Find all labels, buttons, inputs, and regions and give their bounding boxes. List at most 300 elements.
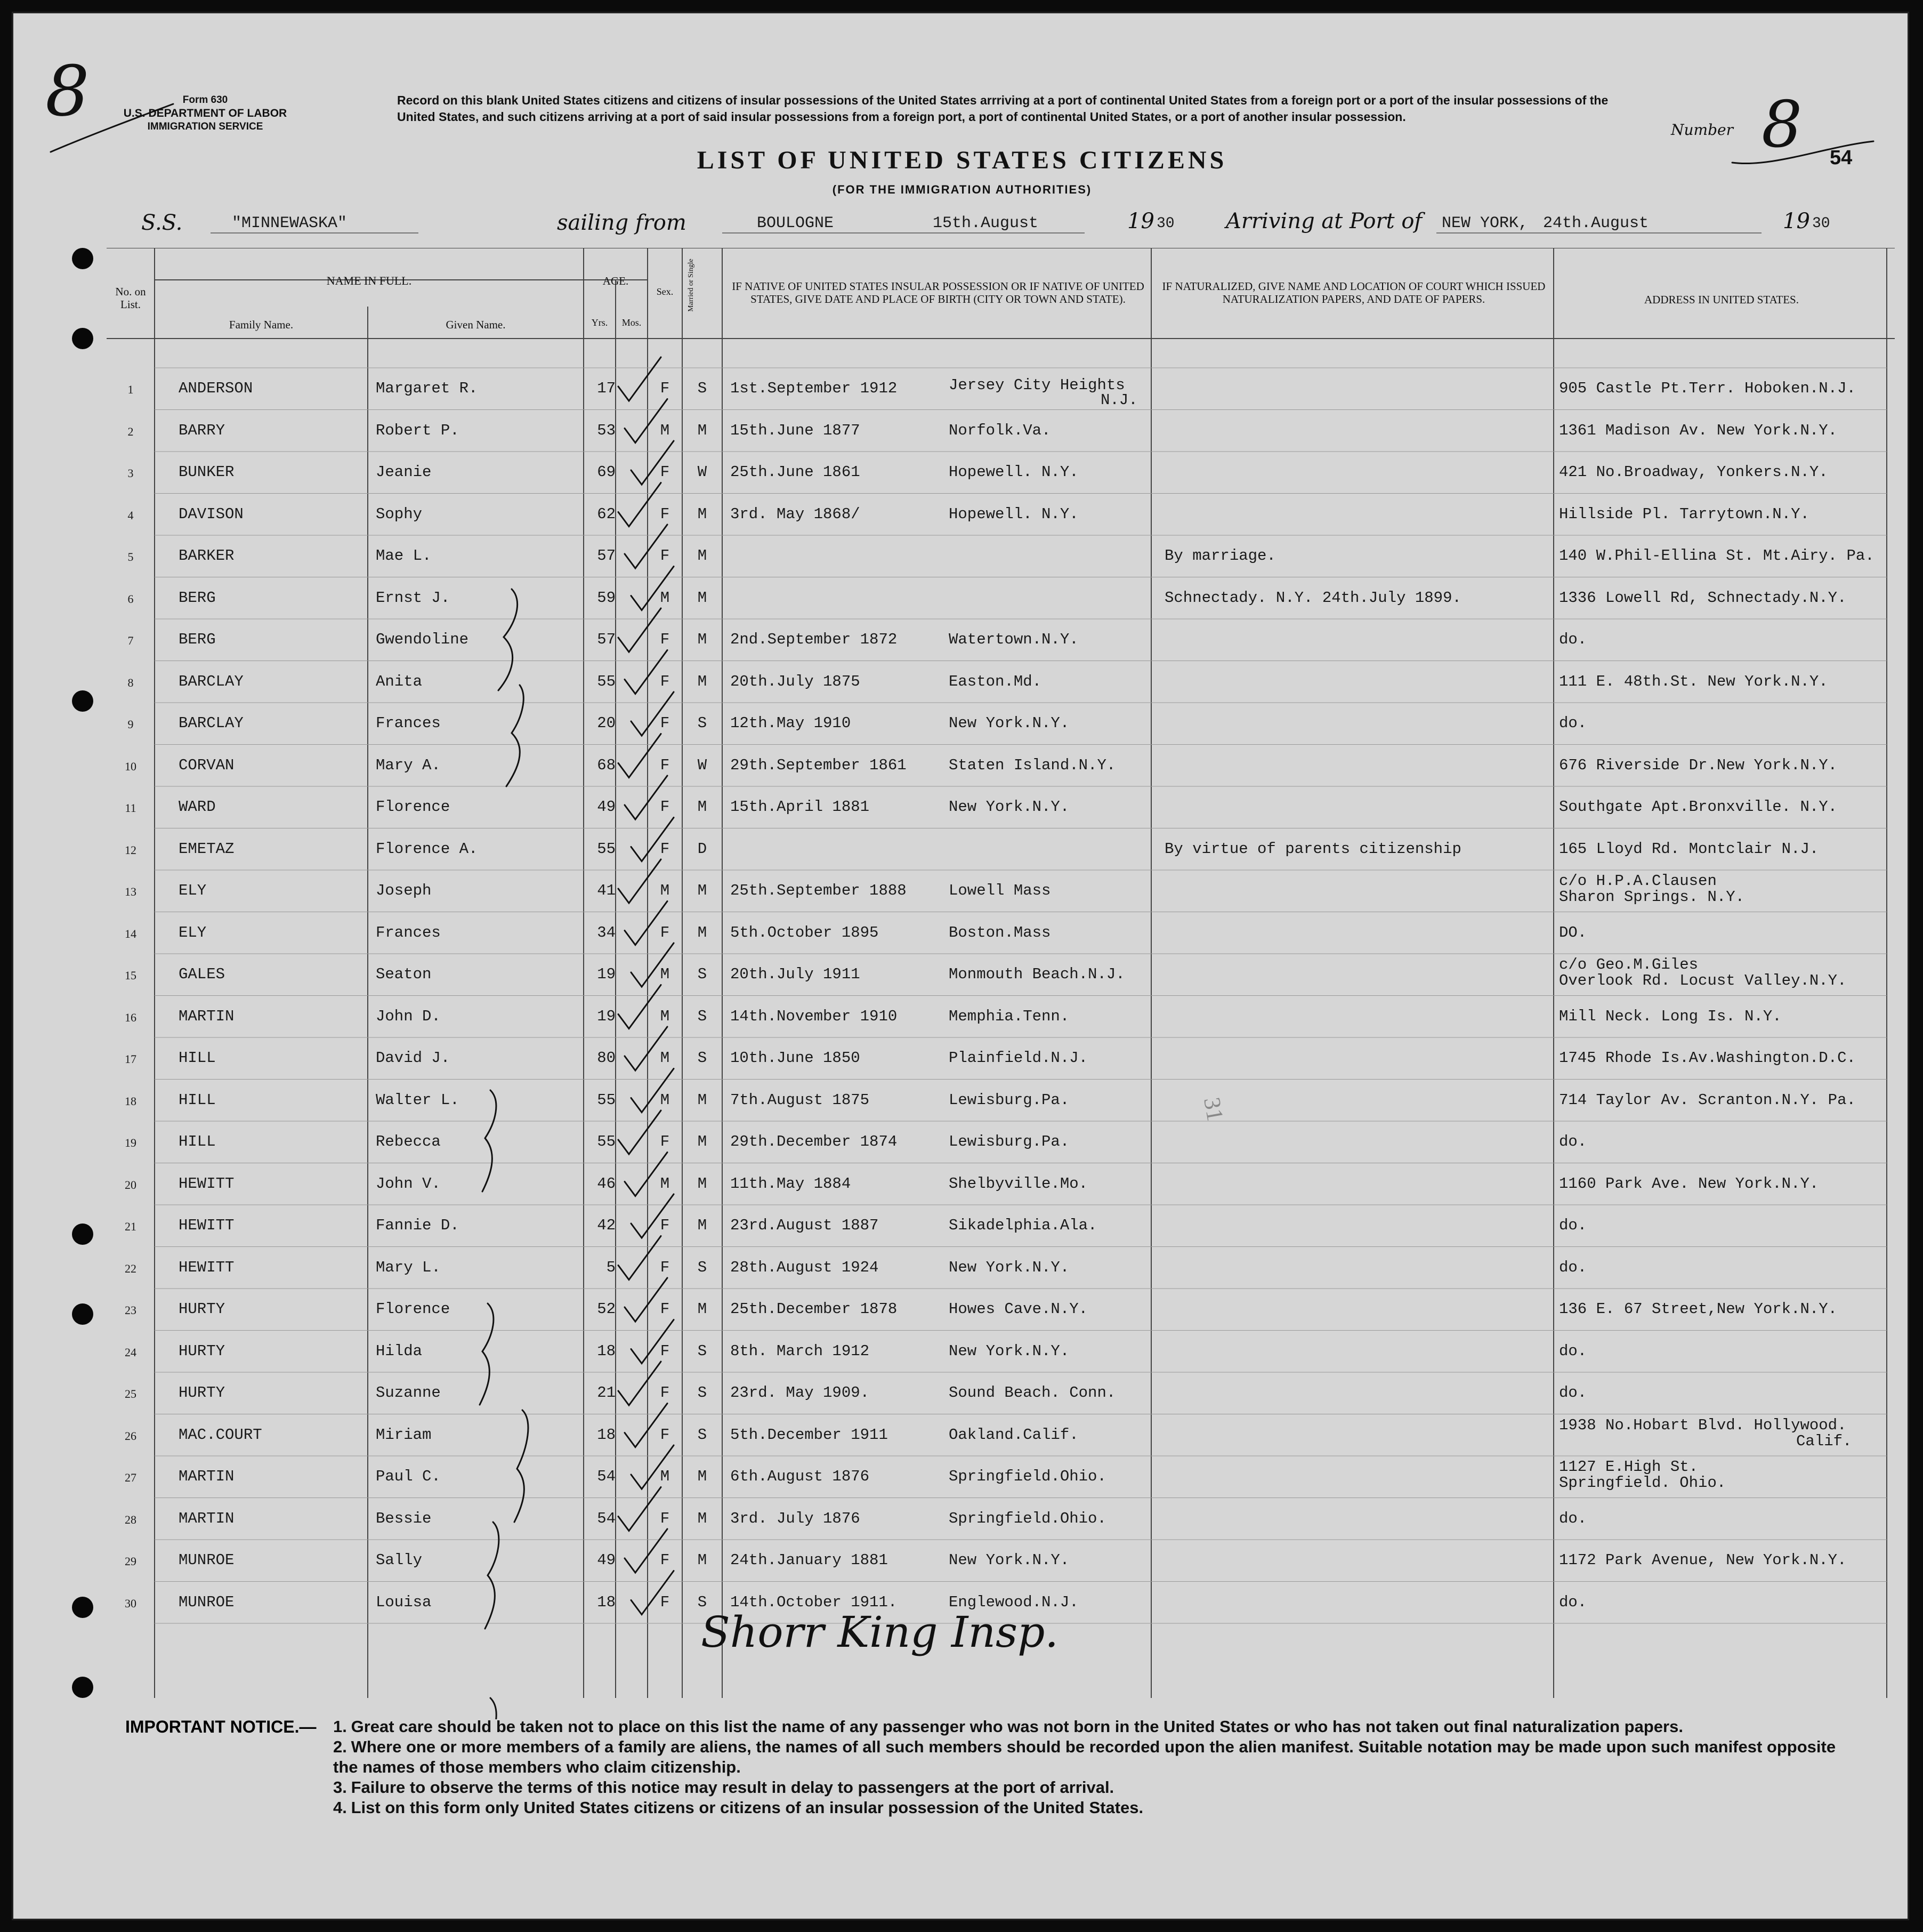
cell-marital-status: M (697, 589, 707, 607)
cell-number: 28 (125, 1512, 136, 1526)
cell-birth-date: 7th.August 1875 (730, 1091, 870, 1109)
departure-date: 15th.August (933, 214, 1039, 232)
sailing-from-label: sailing from (557, 211, 686, 235)
cell-given-name: Frances (376, 714, 441, 732)
cell-address-line2: Springfield. Ohio. (1559, 1474, 1726, 1492)
cell-family-name: ANDERSON (179, 380, 253, 397)
cell-birth-date: 6th.August 1876 (730, 1468, 870, 1485)
col-header-native-birth: IF NATIVE OF UNITED STATES INSULAR POSSESSION OR IF NATIVE OF UNITED STATES, GIVE DATE AND PLACE OF BIRTH (CITY OR TOWN AND STATE). (732, 280, 1144, 305)
cell-birth-place: New York.N.Y. (949, 798, 1070, 816)
cell-naturalization: By marriage. (1165, 547, 1276, 565)
cell-birth-date: 12th.May 1910 (730, 714, 851, 732)
cell-birth-date: 25th.December 1878 (730, 1300, 898, 1318)
cell-age-years: 57 (597, 547, 616, 565)
cell-sex: M (660, 882, 670, 899)
cell-marital-status: M (697, 1509, 707, 1527)
inspector-signature: Shorr King Insp. (701, 1607, 1059, 1657)
cell-birth-place: Lowell Mass (949, 882, 1051, 899)
col-header-family-name: Family Name. (229, 318, 294, 331)
cell-address: do. (1559, 1342, 1587, 1360)
cell-given-name: John V. (376, 1174, 441, 1193)
cell-family-name: MAC.COURT (179, 1426, 262, 1444)
cell-given-name: Suzanne (376, 1384, 441, 1402)
cell-given-name: Miriam (376, 1426, 432, 1444)
cell-given-name: Ernst J. (376, 589, 450, 607)
cell-number: 10 (125, 759, 136, 773)
cell-address: 1938 No.Hobart Blvd. Hollywood. (1559, 1416, 1847, 1434)
cell-given-name: Mary L. (376, 1258, 441, 1276)
cell-number: 6 (127, 592, 134, 606)
cell-given-name: Jeanie (376, 463, 432, 481)
cell-naturalization: By virtue of parents citizenship (1165, 840, 1461, 858)
departure-year-suffix: 30 (1157, 215, 1175, 232)
cell-family-name: BERG (179, 631, 216, 648)
number-value: 8 (1762, 88, 1803, 162)
cell-age-years: 5 (606, 1258, 616, 1276)
punch-hole (72, 1303, 93, 1325)
cell-family-name: MUNROE (179, 1593, 235, 1611)
cell-given-name: Bessie (376, 1509, 432, 1527)
cell-marital-status: M (697, 505, 707, 523)
cell-birth-place: Shelbyville.Mo. (949, 1174, 1088, 1193)
cell-given-name: Paul C. (376, 1468, 441, 1485)
cell-marital-status: W (697, 463, 707, 481)
cell-birth-place: New York.N.Y. (949, 714, 1070, 732)
cell-number: 25 (125, 1387, 136, 1400)
voyage-underlines (13, 13, 1909, 243)
col-header-name: NAME IN FULL. (326, 274, 412, 287)
notice-title: IMPORTANT NOTICE.— (125, 1717, 317, 1736)
cell-family-name: HEWITT (179, 1217, 235, 1234)
cell-age-years: 42 (597, 1217, 616, 1234)
pencil-mark: 31 (1199, 1095, 1229, 1123)
cell-address: Southgate Apt.Bronxville. N.Y. (1559, 798, 1838, 816)
notice-item-text: Where one or more members of a family are aliens, the names of all such members should be recorded upon the alien manifest. Suitable notation may be made upon such manifest opposite the names of those members who claim citizenship. (333, 1737, 1836, 1776)
cell-marital-status: S (697, 1342, 707, 1360)
cell-number: 20 (125, 1178, 136, 1192)
cell-marital-status: M (697, 798, 707, 816)
cell-address: 1745 Rhode Is.Av.Washington.D.C. (1559, 1049, 1856, 1067)
notice-item (109, 1737, 1841, 1777)
cell-birth-date: 20th.July 1875 (730, 672, 860, 690)
cell-birth-date: 28th.August 1924 (730, 1258, 879, 1276)
cell-birth-place: Easton.Md. (949, 672, 1042, 690)
cell-number: 15 (125, 969, 136, 982)
cell-family-name: EMETAZ (179, 840, 235, 858)
cell-age-years: 55 (597, 1133, 616, 1150)
cell-age-years: 18 (597, 1342, 616, 1360)
cell-marital-status: M (697, 1217, 707, 1234)
cell-age-years: 69 (597, 463, 616, 481)
cell-sex: F (660, 380, 670, 397)
cell-marital-status: S (697, 1384, 707, 1402)
manifest-sheet (12, 12, 1909, 1920)
cell-age-years: 18 (597, 1426, 616, 1444)
cell-given-name: Florence (376, 798, 450, 816)
ship-name: "MINNEWASKA" (232, 214, 348, 232)
cell-given-name: Gwendoline (376, 631, 469, 648)
cell-birth-date: 5th.December 1911 (730, 1426, 888, 1444)
cell-given-name: Frances (376, 923, 441, 941)
cell-birth-place: Oakland.Calif. (949, 1426, 1079, 1444)
notice-item (109, 1777, 1841, 1798)
cell-family-name: MARTIN (179, 1509, 235, 1527)
page-subtitle: (FOR THE IMMIGRATION AUTHORITIES) (832, 183, 1092, 196)
cell-birth-date: 10th.June 1850 (730, 1049, 860, 1067)
cell-number: 19 (125, 1136, 136, 1149)
cell-marital-status: M (697, 923, 707, 941)
cell-sex: F (660, 672, 670, 690)
cell-age-years: 55 (597, 1091, 616, 1109)
cell-birth-place: Memphia.Tenn. (949, 1007, 1070, 1025)
cell-sex: M (660, 1007, 670, 1025)
cell-address: do. (1559, 1133, 1587, 1150)
cell-number: 24 (125, 1345, 136, 1359)
cell-birth-place: Staten Island.N.Y. (949, 756, 1116, 774)
cell-birth-date: 3rd. May 1868/ (730, 505, 860, 523)
cell-sex: F (660, 1217, 670, 1234)
cell-age-years: 20 (597, 714, 616, 732)
cell-address-line2: Sharon Springs. N.Y. (1559, 888, 1745, 906)
cell-marital-status: M (697, 421, 707, 439)
cell-birth-place: New York.N.Y. (949, 1258, 1070, 1276)
col-header-married: Married or Single (687, 259, 695, 312)
cell-address: 1336 Lowell Rd, Schnectady.N.Y. (1559, 589, 1847, 607)
arriving-label: Arriving at Port of (1226, 209, 1423, 234)
cell-given-name: John D. (376, 1007, 441, 1025)
cell-sex: F (660, 505, 670, 523)
punch-hole (72, 328, 93, 349)
cell-given-name: Joseph (376, 882, 432, 899)
cell-address: 714 Taylor Av. Scranton.N.Y. Pa. (1559, 1091, 1856, 1109)
cell-age-years: 57 (597, 631, 616, 648)
notice-item-text: Great care should be taken not to place on this list the name of any passenger who was not born in the United States or who has not taken out final naturalization papers. (351, 1717, 1683, 1736)
cell-family-name: HILL (179, 1091, 216, 1109)
cell-family-name: HILL (179, 1133, 216, 1150)
cell-birth-date: 29th.December 1874 (730, 1133, 898, 1150)
cell-age-years: 49 (597, 1551, 616, 1569)
cell-birth-date: 15th.April 1881 (730, 798, 870, 816)
cell-family-name: CORVAN (179, 756, 235, 774)
cell-sex: F (660, 1300, 670, 1318)
cell-marital-status: S (697, 1593, 707, 1611)
cell-given-name: Margaret R. (376, 380, 478, 397)
arrival-port: NEW YORK, (1442, 214, 1529, 232)
cell-age-years: 18 (597, 1593, 616, 1611)
cell-sex: M (660, 1468, 670, 1485)
cell-address: do. (1559, 1217, 1587, 1234)
page-title: LIST OF UNITED STATES CITIZENS (697, 146, 1227, 174)
col-header-sex: Sex. (656, 286, 674, 297)
cell-family-name: HURTY (179, 1300, 225, 1318)
cell-address: 1127 E.High St. (1559, 1458, 1699, 1476)
cell-birth-date: 15th.June 1877 (730, 421, 860, 439)
cell-birth-place: Jersey City Heights (949, 376, 1125, 394)
cell-birth-place-line2: N.J. (1101, 391, 1138, 409)
cell-number: 13 (125, 885, 136, 898)
page-number: 54 (1830, 147, 1853, 169)
cell-address-line2: Overlook Rd. Locust Valley.N.Y. (1559, 972, 1847, 989)
cell-family-name: HEWITT (179, 1258, 235, 1276)
cell-birth-place: Sound Beach. Conn. (949, 1384, 1116, 1402)
cell-sex: M (660, 965, 670, 983)
cell-age-years: 19 (597, 1007, 616, 1025)
notice-item-text: List on this form only United States citizens or citizens of an insular possession of the United States. (351, 1798, 1144, 1817)
notice-item-number: 1. (333, 1717, 347, 1736)
notice-item-number: 2. (333, 1737, 347, 1756)
cell-age-years: 41 (597, 882, 616, 899)
cell-marital-status: M (697, 882, 707, 899)
notice-item (109, 1717, 1841, 1737)
cell-marital-status: M (697, 1133, 707, 1150)
cell-birth-place: Plainfield.N.J. (949, 1049, 1088, 1067)
cell-sex: F (660, 547, 670, 565)
cell-number: 21 (125, 1220, 136, 1233)
cell-sex: F (660, 1551, 670, 1569)
col-header-years: Yrs. (591, 317, 608, 328)
cell-marital-status: M (697, 1300, 707, 1318)
cell-given-name: Florence (376, 1300, 450, 1318)
cell-age-years: 53 (597, 421, 616, 439)
arrival-year-suffix: 30 (1812, 215, 1830, 232)
cell-sex: F (660, 798, 670, 816)
cell-given-name: Fannie D. (376, 1217, 459, 1234)
cell-marital-status: S (697, 965, 707, 983)
cell-marital-status: S (697, 1007, 707, 1025)
cell-birth-place: New York.N.Y. (949, 1342, 1070, 1360)
cell-number: 29 (125, 1555, 136, 1568)
cell-number: 8 (127, 675, 134, 689)
cell-number: 3 (127, 466, 134, 480)
cell-sex: F (660, 1342, 670, 1360)
cell-number: 4 (127, 508, 134, 522)
cell-address: 1160 Park Ave. New York.N.Y. (1559, 1174, 1819, 1193)
cell-number: 23 (125, 1303, 136, 1317)
cell-address: 136 E. 67 Street,New York.N.Y. (1559, 1300, 1838, 1318)
cell-family-name: HILL (179, 1049, 216, 1067)
cell-given-name: Seaton (376, 965, 432, 983)
cell-birth-date: 25th.September 1888 (730, 882, 907, 899)
cell-number: 30 (125, 1596, 136, 1610)
cell-age-years: 49 (597, 798, 616, 816)
cell-birth-date: 8th. March 1912 (730, 1342, 870, 1360)
cell-family-name: BUNKER (179, 463, 235, 481)
cell-given-name: Hilda (376, 1342, 423, 1360)
cell-number: 14 (125, 927, 136, 940)
punch-hole (72, 1677, 93, 1698)
cell-family-name: BARCLAY (179, 672, 244, 690)
cell-sex: F (660, 1509, 670, 1527)
cell-number: 2 (127, 424, 134, 438)
cell-address: 676 Riverside Dr.New York.N.Y. (1559, 756, 1838, 774)
cell-number: 26 (125, 1429, 136, 1443)
cell-birth-place: New York.N.Y. (949, 1551, 1070, 1569)
cell-birth-date: 2nd.September 1872 (730, 631, 898, 648)
cell-family-name: DAVISON (179, 505, 244, 523)
cell-number: 11 (125, 801, 136, 815)
cell-birth-date: 3rd. July 1876 (730, 1509, 860, 1527)
cell-sex: F (660, 1426, 670, 1444)
cell-birth-date: 5th.October 1895 (730, 923, 879, 941)
arrival-year-prefix: 19 (1783, 209, 1810, 234)
cell-address: do. (1559, 1258, 1587, 1276)
cell-age-years: 17 (597, 380, 616, 397)
cell-sex: M (660, 421, 670, 439)
cell-address-line2: Calif. (1796, 1432, 1852, 1450)
cell-address: do. (1559, 1509, 1587, 1527)
cell-address: do. (1559, 1384, 1587, 1402)
cell-age-years: 19 (597, 965, 616, 983)
cell-age-years: 34 (597, 923, 616, 941)
corner-handwritten-number: 8 (45, 51, 90, 132)
cell-number: 16 (125, 1010, 136, 1024)
cell-sex: F (660, 923, 670, 941)
cell-age-years: 68 (597, 756, 616, 774)
cell-number: 1 (127, 383, 134, 396)
cell-family-name: BARRY (179, 421, 225, 439)
cell-number: 5 (127, 550, 134, 564)
cell-address: 905 Castle Pt.Terr. Hoboken.N.J. (1559, 380, 1856, 397)
cell-sex: F (660, 756, 670, 774)
col-header-number: No. on List. (115, 285, 146, 311)
cell-number: 9 (127, 718, 134, 731)
cell-family-name: HEWITT (179, 1174, 235, 1193)
cell-birth-date: 14th.November 1910 (730, 1007, 898, 1025)
cell-family-name: MARTIN (179, 1468, 235, 1485)
cell-given-name: Mary A. (376, 756, 441, 774)
cell-address: 140 W.Phil-Ellina St. Mt.Airy. Pa. (1559, 547, 1874, 565)
cell-birth-date: 29th.September 1861 (730, 756, 907, 774)
cell-age-years: 21 (597, 1384, 616, 1402)
cell-birth-place: Sikadelphia.Ala. (949, 1217, 1097, 1234)
cell-birth-date: 20th.July 1911 (730, 965, 860, 983)
cell-given-name: Florence A. (376, 840, 478, 858)
cell-family-name: BERG (179, 589, 216, 607)
cell-number: 22 (125, 1261, 136, 1275)
cell-sex: M (660, 1174, 670, 1193)
cell-number: 7 (127, 634, 134, 647)
cell-age-years: 54 (597, 1468, 616, 1485)
cell-given-name: Sophy (376, 505, 423, 523)
cell-given-name: Robert P. (376, 421, 459, 439)
cell-family-name: ELY (179, 882, 207, 899)
cell-marital-status: M (697, 1091, 707, 1109)
cell-family-name: GALES (179, 965, 225, 983)
cell-birth-place: Boston.Mass (949, 923, 1051, 941)
cell-sex: M (660, 1049, 670, 1067)
cell-family-name: BARKER (179, 547, 235, 565)
cell-marital-status: D (697, 840, 707, 858)
cell-age-years: 62 (597, 505, 616, 523)
notice-item-text: Failure to observe the terms of this notice may result in delay to passengers at the port of arrival. (351, 1778, 1114, 1797)
cell-number: 12 (125, 843, 136, 857)
cell-birth-place: Lewisburg.Pa. (949, 1091, 1070, 1109)
cell-sex: F (660, 1593, 670, 1611)
cell-number: 17 (125, 1052, 136, 1066)
cell-family-name: HURTY (179, 1342, 225, 1360)
form-number: Form 630 (182, 94, 228, 106)
cell-sex: F (660, 1384, 670, 1402)
cell-address: c/o H.P.A.Clausen (1559, 872, 1717, 890)
cell-marital-status: S (697, 1426, 707, 1444)
cell-age-years: 46 (597, 1174, 616, 1193)
cell-marital-status: M (697, 631, 707, 648)
col-header-given-name: Given Name. (446, 318, 506, 331)
cell-given-name: Rebecca (376, 1133, 441, 1150)
punch-hole (72, 248, 93, 269)
cell-address: c/o Geo.M.Giles (1559, 956, 1699, 973)
col-header-months: Mos. (621, 317, 642, 328)
cell-marital-status: M (697, 672, 707, 690)
notice-item-number: 3. (333, 1778, 347, 1797)
cell-sex: F (660, 1258, 670, 1276)
notice-item (109, 1798, 1841, 1818)
cell-family-name: ELY (179, 923, 207, 941)
cell-given-name: David J. (376, 1049, 450, 1067)
cell-marital-status: M (697, 547, 707, 565)
cell-marital-status: W (697, 756, 707, 774)
cell-address: Hillside Pl. Tarrytown.N.Y. (1559, 505, 1809, 523)
cell-birth-date: 23rd. May 1909. (730, 1384, 870, 1402)
cell-marital-status: S (697, 1049, 707, 1067)
cell-birth-place: Hopewell. N.Y. (949, 505, 1079, 523)
cell-birth-date: 11th.May 1884 (730, 1174, 851, 1193)
cell-address: 1361 Madison Av. New York.N.Y. (1559, 421, 1838, 439)
cell-birth-place: Springfield.Ohio. (949, 1509, 1106, 1527)
cell-birth-date: 23rd.August 1887 (730, 1217, 879, 1234)
cell-family-name: WARD (179, 798, 216, 816)
department-name: U.S. DEPARTMENT OF LABOR (123, 107, 287, 119)
cell-age-years: 55 (597, 672, 616, 690)
cell-given-name: Louisa (376, 1593, 432, 1611)
cell-birth-date: 1st.September 1912 (730, 380, 898, 397)
cell-age-years: 54 (597, 1509, 616, 1527)
col-header-address: ADDRESS IN UNITED STATES. (1644, 293, 1799, 306)
cell-age-years: 52 (597, 1300, 616, 1318)
departure-port: BOULOGNE (757, 214, 834, 232)
cell-naturalization: Schnectady. N.Y. 24th.July 1899. (1165, 589, 1461, 607)
cell-sex: M (660, 589, 670, 607)
cell-number: 27 (125, 1471, 136, 1484)
cell-given-name: Walter L. (376, 1091, 459, 1109)
cell-marital-status: M (697, 1174, 707, 1193)
cell-family-name: MUNROE (179, 1551, 235, 1569)
service-name: IMMIGRATION SERVICE (147, 121, 263, 132)
notice-item-number: 4. (333, 1798, 347, 1817)
cell-sex: F (660, 631, 670, 648)
cell-address: 165 Lloyd Rd. Montclair N.J. (1559, 840, 1819, 858)
cell-address: 421 No.Broadway, Yonkers.N.Y. (1559, 463, 1828, 481)
cell-given-name: Sally (376, 1551, 423, 1569)
cell-birth-place: Springfield.Ohio. (949, 1468, 1106, 1485)
cell-birth-place: Watertown.N.Y. (949, 631, 1079, 648)
cell-family-name: HURTY (179, 1384, 225, 1402)
departure-year-prefix: 19 (1127, 209, 1154, 234)
cell-sex: F (660, 463, 670, 481)
cell-marital-status: S (697, 1258, 707, 1276)
cell-birth-place: Monmouth Beach.N.J. (949, 965, 1125, 983)
cell-sex: F (660, 714, 670, 732)
cell-birth-date: 24th.January 1881 (730, 1551, 888, 1569)
cell-sex: F (660, 840, 670, 858)
cell-birth-date: 25th.June 1861 (730, 463, 860, 481)
arrival-date: 24th.August (1543, 214, 1649, 232)
cell-family-name: BARCLAY (179, 714, 244, 732)
passenger-table (107, 248, 1895, 1920)
cell-address: do. (1559, 631, 1587, 648)
cell-given-name: Mae L. (376, 547, 432, 565)
cell-birth-place: Howes Cave.N.Y. (949, 1300, 1088, 1318)
